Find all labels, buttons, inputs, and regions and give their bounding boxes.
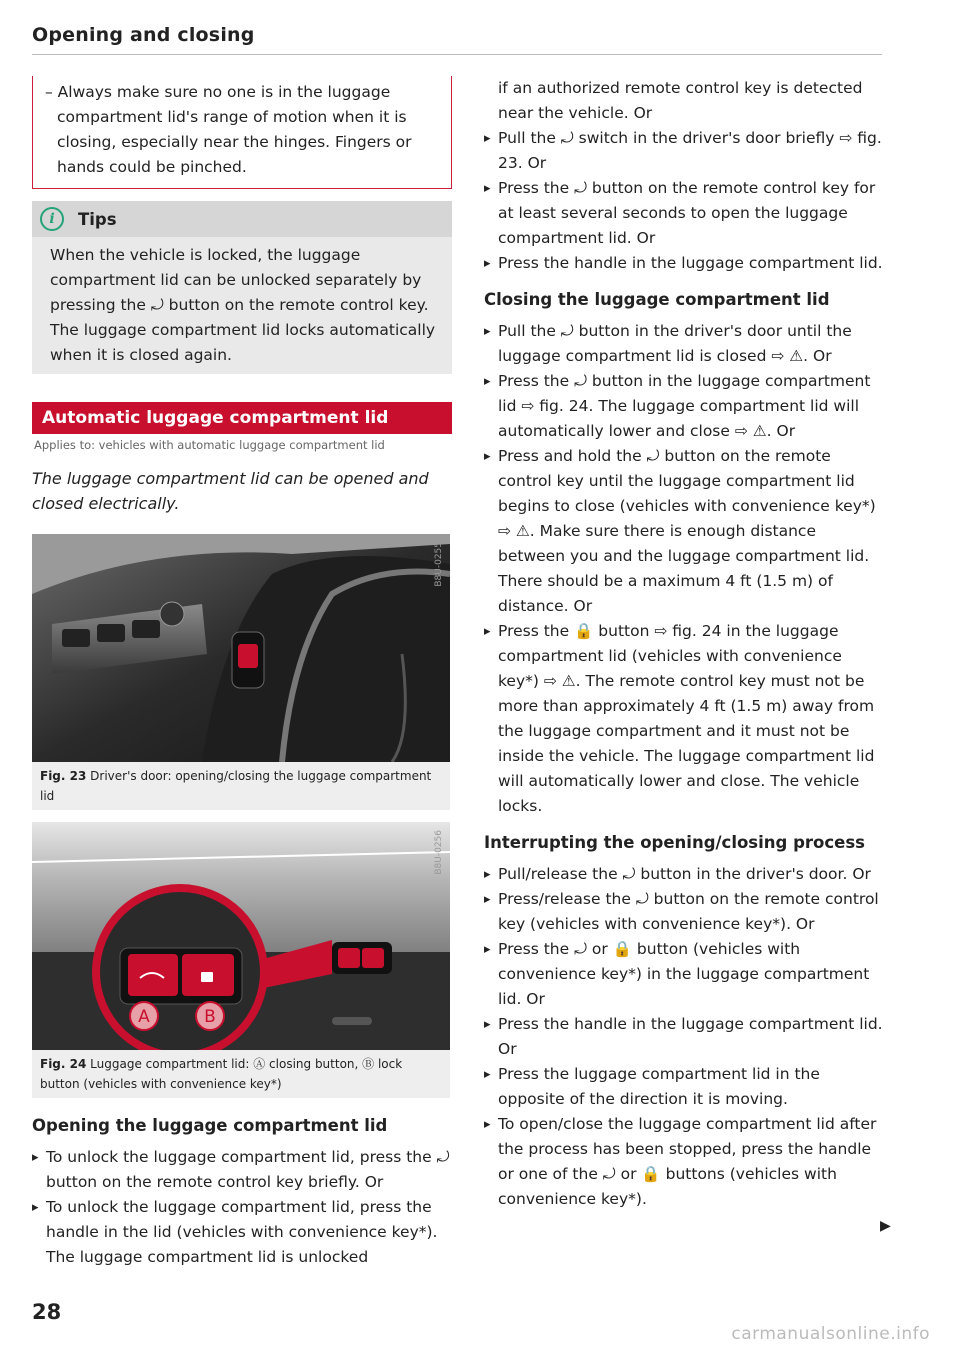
page-number: 28 (32, 1300, 62, 1324)
list-item: ▸ Press the 🔒 button ⇨ fig. 24 in the luggage compartment lid (vehicles with convenience key*) ⇨ ⚠. The remote control key must not be more than approximately 4 ft (1.5 m) away from the luggage compartment and it must not be inside the vehicle. The luggage compartment lid will automatically lower and close. The vehicle locks. (484, 619, 886, 819)
list-item: ▸ Pull the ⤾ switch in the driver's door briefly ⇨ fig. 23. Or (484, 126, 886, 176)
applies-to: Applies to: vehicles with automatic luggage compartment lid (34, 438, 385, 452)
closing-list (484, 319, 886, 819)
header-rule (32, 54, 882, 55)
figure-23-number: Fig. 23 (40, 769, 87, 783)
figure-23-id: B8U-0255 (434, 542, 444, 587)
tips-title: Tips (78, 209, 117, 229)
list-item: ▸ Press the ⤾ or 🔒 button (vehicles with convenience key*) in the luggage compartment lid. Or (484, 937, 886, 1012)
figure-24-number: Fig. 24 (40, 1057, 87, 1071)
list-item: ▸ Pull/release the ⤾ button in the driver's door. Or (484, 862, 886, 887)
list-item: ▸ Press the handle in the luggage compartment lid. Or (484, 1012, 886, 1062)
figure-24-caption (32, 1050, 450, 1098)
interrupting-heading: Interrupting the opening/closing process (484, 833, 865, 852)
info-icon: i (40, 207, 64, 231)
intro-text: The luggage compartment lid can be opened and closed electrically. (32, 469, 429, 513)
list-item: ▸ Press/release the ⤾ button on the remote control key (vehicles with convenience key*). Or (484, 887, 886, 937)
list-item: ▸ Pull the ⤾ button in the driver's door until the luggage compartment lid is closed ⇨ ⚠. Or (484, 319, 886, 369)
figure-23 (32, 534, 450, 810)
list-item: ▸ Press the luggage compartment lid in the opposite of the direction it is moving. (484, 1062, 886, 1112)
continuation-text: if an authorized remote control key is detected near the vehicle. Or (498, 79, 863, 122)
list-item: ▸ To unlock the luggage compartment lid, press the ⤾ button on the remote control key briefly. Or (32, 1145, 452, 1195)
list-item: ▸ To unlock the luggage compartment lid, press the handle in the lid (vehicles with convenience key*). The luggage compartment lid is unlocked (32, 1195, 452, 1270)
tips-header (32, 201, 452, 237)
callout-b: B (204, 1007, 216, 1027)
list-item: ▸ Press the ⤾ button on the remote control key for at least several seconds to open the luggage compartment lid. Or (484, 176, 886, 251)
figure-24-text: Luggage compartment lid: Ⓐ closing button, Ⓑ lock button (vehicles with convenience key*) (40, 1057, 403, 1091)
opening-list-continued (484, 126, 886, 276)
opening-list (32, 1145, 452, 1270)
list-item: ▸ To open/close the luggage compartment lid after the process has been stopped, press the handle or one of the ⤾ or 🔒 buttons (vehicles with convenience key*). (484, 1112, 886, 1212)
interrupting-list (484, 862, 886, 1212)
figure-24 (32, 822, 450, 1098)
figure-23-text: Driver's door: opening/closing the luggage compartment lid (40, 769, 432, 803)
figure-24-id: B8U-0256 (434, 830, 444, 875)
callout-a: A (138, 1007, 150, 1027)
section-title: Automatic luggage compartment lid (32, 402, 452, 434)
left-column (32, 76, 452, 1270)
figure-23-caption (32, 762, 450, 810)
right-column (484, 76, 886, 1212)
warning-text: – Always make sure no one is in the luggage compartment lid's range of motion when it is closing, especially near the hinges. Fingers or hands could be pinched. (45, 83, 412, 176)
warning-box (32, 76, 452, 189)
watermark: carmanualsonline.info (731, 1324, 930, 1344)
tailgate-photo (32, 822, 450, 1050)
opening-heading: Opening the luggage compartment lid (32, 1116, 388, 1135)
list-item: ▸ Press and hold the ⤾ button on the remote control key until the luggage compartment lid begins to close (vehicles with convenience key*) ⇨ ⚠. Make sure there is enough distance between you and the luggage compartment lid. There should be a maximum 4 ft (1.5 m) of distance. Or (484, 444, 886, 619)
door-photo (32, 534, 450, 762)
tips-body: When the vehicle is locked, the luggage compartment lid can be unlocked separately by pressing the ⤾ button on the remote control key. The luggage compartment lid locks automatically when it is closed again. (32, 237, 452, 374)
list-item: ▸ Press the ⤾ button in the luggage compartment lid ⇨ fig. 24. The luggage compartment lid will automatically lower and close ⇨ ⚠. Or (484, 369, 886, 444)
list-item: ▸ Press the handle in the luggage compartment lid. (484, 251, 886, 276)
closing-heading: Closing the luggage compartment lid (484, 290, 830, 309)
continue-arrow-icon: ▶ (880, 1218, 891, 1234)
section-header: Opening and closing (32, 24, 255, 46)
